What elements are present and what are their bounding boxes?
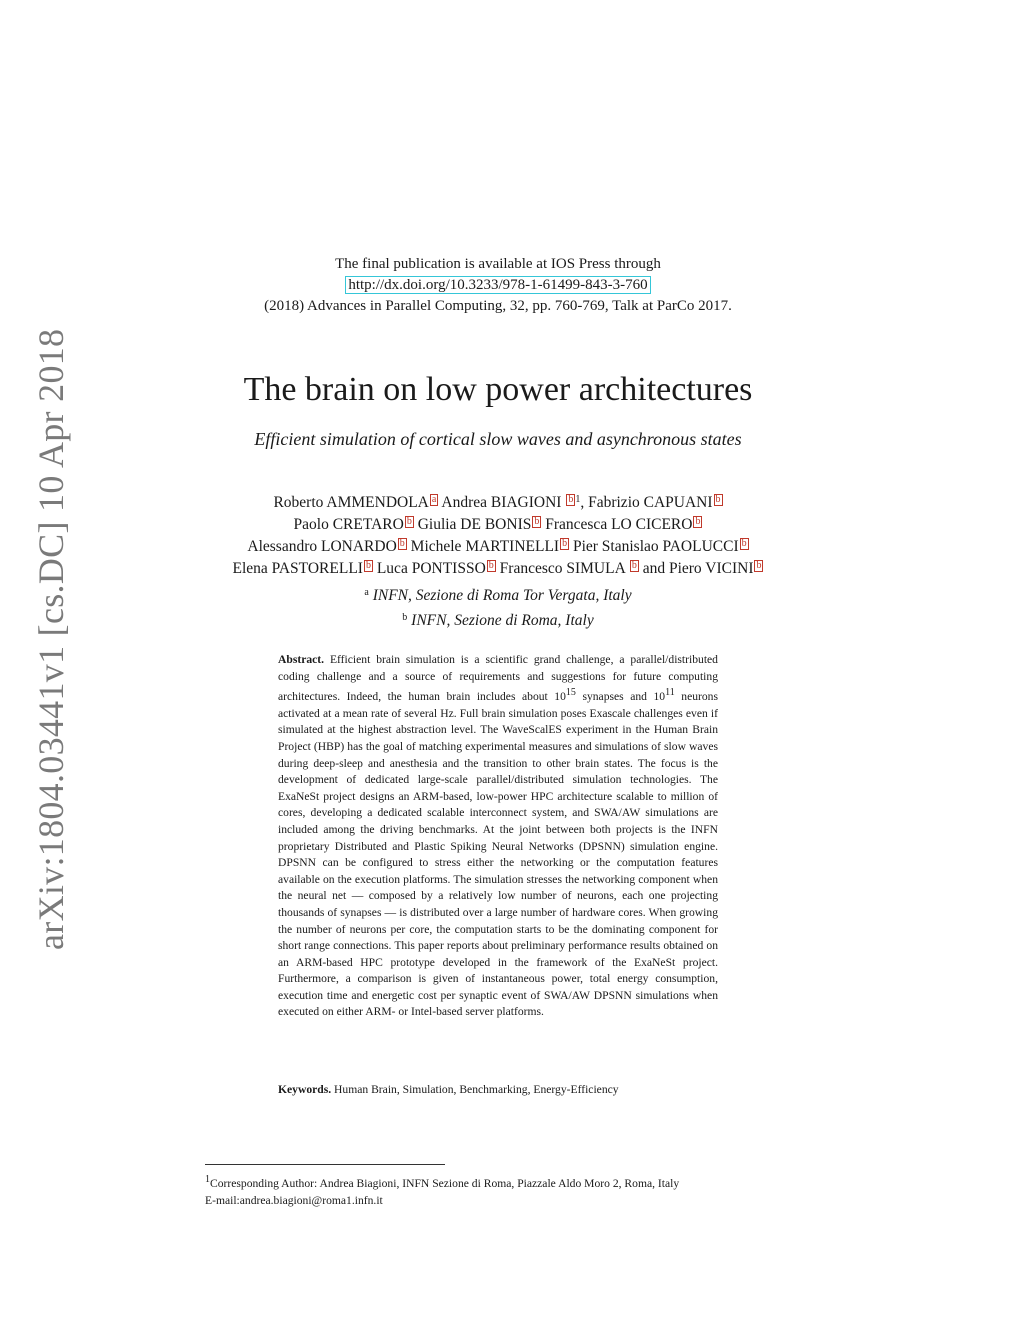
author-name: Elena PASTORELLI	[232, 560, 363, 577]
affiliation-text: INFN, Sezione di Roma Tor Vergata, Italy	[372, 587, 632, 604]
affiliation-link[interactable]: b	[365, 560, 371, 571]
affiliation-b	[0, 607, 996, 632]
author-row-3	[0, 536, 996, 558]
author-name: Francesco SIMULA	[499, 560, 625, 577]
affiliation-link[interactable]: b	[695, 516, 701, 527]
footnote-divider	[205, 1164, 445, 1165]
affiliation-link[interactable]: b	[399, 538, 405, 549]
publication-notice	[0, 254, 996, 317]
author-name: Michele MARTINELLI	[410, 538, 560, 555]
doi-link[interactable]: http://dx.doi.org/10.3233/978-1-61499-843-3-760	[345, 276, 650, 294]
author-list	[0, 489, 996, 580]
author-name: Francesca LO CICERO	[545, 516, 693, 533]
affiliation-link[interactable]: b	[488, 560, 494, 571]
keywords-text: Human Brain, Simulation, Benchmarking, Energy-Efficiency	[334, 1083, 619, 1096]
affiliation-a	[0, 582, 996, 607]
affiliation-link[interactable]: b	[631, 560, 637, 571]
abstract-text-1: Efficient brain simulation is a scientific grand challenge, a parallel/distributed coding challenge and a source of requirements and suggestions for future computing architectures. Indeed, the human brain includes about 10	[278, 653, 718, 704]
keywords	[278, 1082, 718, 1099]
author-name: Pier Stanislao PAOLUCCI	[572, 538, 739, 555]
author-row-4	[0, 558, 996, 580]
footnote-line-1	[205, 1171, 785, 1192]
footnote-mark[interactable]: 1	[575, 494, 581, 505]
abstract-text-3: neurons activated at a mean rate of several Hz. Full brain simulation poses Exascale challenges even if simulated at the highest abstraction level. The WaveScalES experiment in the Human Brain Project (HBP) has the goal of matching experimental measures and simulations of slow waves during deep-sleep and anesthesia and the transition to other brain states. The focus is the development of dedicated large-scale parallel/distributed simulation technologies. The ExaNeSt project designs an ARM-based, low-power HPC architecture scalable to million of cores, developing a dedicated scalable interconnect system, and SWA/AW simulations are included among the driving benchmarks. At the joint between both projects is the INFN proprietary Distributed and Plastic Spiking Neural Networks (DPSNN) simulation engine. DPSNN can be configured to stress either the networking or the computation features available on the execution platforms. The simulation stresses the networking component when the neural net — composed by a relatively low number of neurons, each one projecting thousands of synapses — is distributed over a large number of hardware cores. When growing the number of neurons per core, the computation starts to be the dominating component for short range connections. This paper reports about preliminary performance results obtained on an ARM-based HPC prototype developed in the framework of the ExaNeSt project. Furthermore, a comparison is given of instantaneous power, total energy consumption, execution time and energetic cost per synaptic event of SWA/AW DPSNN simulations when executed on either ARM- or Intel-based server platforms.	[278, 690, 718, 1019]
author-name: Piero VICINI	[668, 560, 754, 577]
keywords-label: Keywords.	[278, 1083, 332, 1096]
affiliation-link[interactable]: b	[741, 538, 747, 549]
affiliation-link[interactable]: b	[715, 494, 721, 505]
affiliation-text: INFN, Sezione di Roma, Italy	[411, 612, 594, 629]
paper-subtitle: Efficient simulation of cortical slow waves and asynchronous states	[254, 429, 742, 449]
affiliation-link[interactable]: b	[562, 538, 568, 549]
affiliation-mark: b	[402, 612, 408, 623]
affiliation-link[interactable]: a	[431, 494, 437, 505]
abstract-text-2: synapses and 10	[575, 690, 666, 704]
author-name: Fabrizio CAPUANI	[588, 494, 713, 511]
paper-title: The brain on low power architectures	[243, 371, 753, 408]
footnote-line-2: E-mail:andrea.biagioni@roma1.infn.it	[205, 1194, 383, 1207]
arxiv-stamp: arXiv:1804.03441v1 [cs.DC] 10 Apr 2018	[31, 328, 71, 950]
abstract-label: Abstract.	[278, 653, 325, 666]
affiliation-link[interactable]: b	[568, 494, 574, 505]
abstract	[278, 652, 718, 1021]
author-row-2	[0, 514, 996, 536]
author-name: Giulia DE BONIS	[417, 516, 532, 533]
affiliation-link[interactable]: b	[534, 516, 540, 527]
affiliation-mark: a	[364, 587, 369, 598]
affiliations	[0, 582, 996, 632]
notice-line-1: The final publication is available at IOS Press through	[335, 256, 661, 272]
exponent: 11	[665, 687, 675, 699]
author-row-1: Roberto AMMENDOLA a Andrea BIAGIONI b $^1$, Fabrizio CAPUANI b	[273, 494, 721, 511]
author-name: Roberto AMMENDOLA	[273, 494, 429, 511]
affiliation-link[interactable]: b	[756, 560, 762, 571]
author-name: Luca PONTISSO	[376, 560, 486, 577]
author-name: Alessandro LONARDO	[247, 538, 397, 555]
footnote	[205, 1171, 785, 1209]
affiliation-link[interactable]: b	[406, 516, 412, 527]
author-name: Andrea BIAGIONI	[441, 494, 562, 511]
footnote-mark: 1	[205, 1174, 210, 1185]
footnote-text: Corresponding Author: Andrea Biagioni, INFN Sezione di Roma, Piazzale Aldo Moro 2, Roma, Italy	[210, 1177, 680, 1190]
author-name: Paolo CRETARO	[293, 516, 404, 533]
exponent: 15	[565, 687, 576, 699]
conjunction: and	[642, 560, 666, 577]
notice-line-3: (2018) Advances in Parallel Computing, 32, pp. 760-769, Talk at ParCo 2017.	[264, 298, 732, 314]
